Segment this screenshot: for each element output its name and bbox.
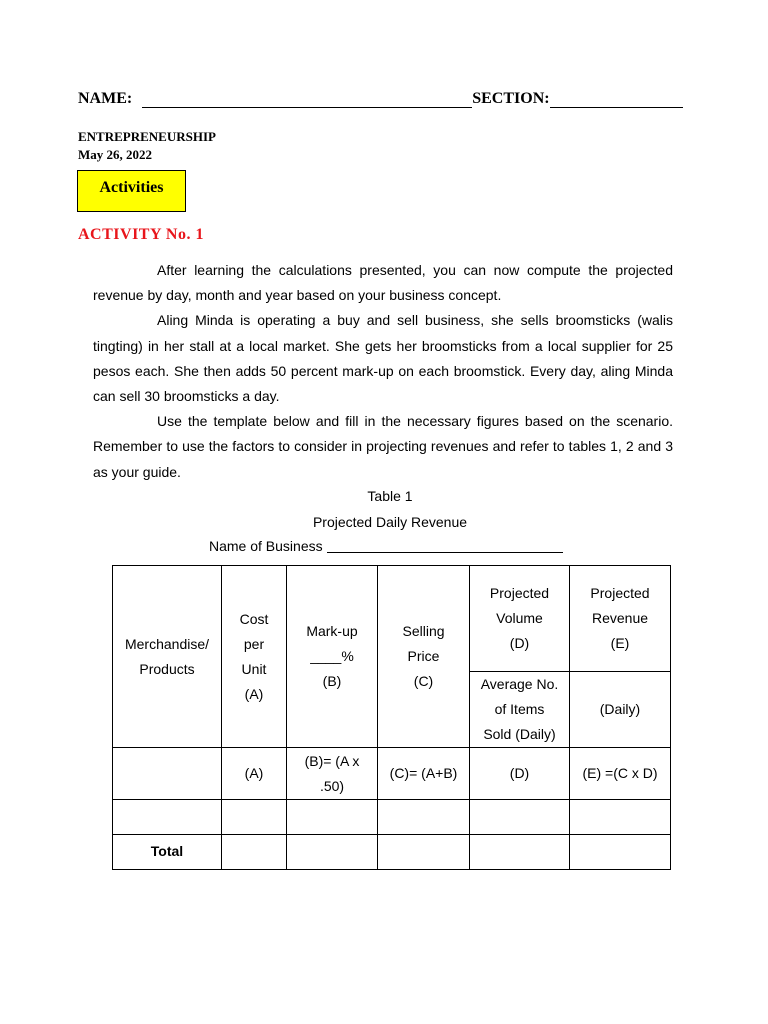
total-cell[interactable] bbox=[287, 835, 378, 870]
total-cell[interactable] bbox=[570, 835, 671, 870]
entry-cell[interactable] bbox=[570, 800, 671, 835]
entry-cell[interactable] bbox=[113, 800, 222, 835]
formula-cell: (E) =(C x D) bbox=[570, 748, 671, 800]
table-caption: Table 1 bbox=[367, 488, 413, 504]
header-revenue-daily: (Daily) bbox=[570, 672, 671, 748]
subject-block bbox=[78, 128, 216, 164]
header-volume-avg: Average No. of Items Sold (Daily) bbox=[470, 672, 570, 748]
section-label: SECTION: bbox=[472, 90, 550, 107]
total-row bbox=[113, 835, 671, 870]
entry-cell[interactable] bbox=[378, 800, 470, 835]
paragraph-3: Use the template below and fill in the necessary figures based on the scenario. Remember to use the factors to consider in projecting revenues and refer to tables 1, 2 and 3 as your guide. bbox=[93, 413, 673, 480]
formula-row bbox=[113, 748, 671, 800]
formula-cell: (C)= (A+B) bbox=[378, 748, 470, 800]
revenue-table bbox=[112, 565, 671, 870]
total-cell[interactable] bbox=[222, 835, 287, 870]
entry-cell[interactable] bbox=[287, 800, 378, 835]
header-volume: Projected Volume (D) bbox=[470, 566, 570, 672]
subject-title: ENTREPRENEURSHIP bbox=[78, 129, 216, 144]
formula-cell: (D) bbox=[470, 748, 570, 800]
entry-row bbox=[113, 800, 671, 835]
section-field[interactable] bbox=[550, 93, 683, 108]
header-revenue: Projected Revenue (E) bbox=[570, 566, 671, 672]
paragraph-2: Aling Minda is operating a buy and sell business, she sells broomsticks (walis tingting) in her stall at a local market. She gets her broomsticks from a local supplier for 25 pesos each. She then adds 50 percent mark-up on each broomstick. Every day, aling Minda can sell 30 broomsticks a day. bbox=[93, 312, 673, 405]
formula-cell: (B)= (A x .50) bbox=[287, 748, 378, 800]
instructions bbox=[93, 258, 673, 485]
activities-badge: Activities bbox=[77, 170, 186, 212]
total-label: Total bbox=[113, 835, 222, 870]
name-section-line bbox=[78, 90, 683, 108]
name-label: NAME: bbox=[78, 90, 133, 107]
total-cell[interactable] bbox=[378, 835, 470, 870]
name-field[interactable] bbox=[142, 93, 472, 108]
header-markup: Mark-up ____% (B) bbox=[287, 566, 378, 748]
date: May 26, 2022 bbox=[78, 147, 153, 162]
paragraph-1: After learning the calculations presented, you can now compute the projected revenue by day, month and year based on your business concept. bbox=[93, 262, 673, 304]
total-cell[interactable] bbox=[470, 835, 570, 870]
business-name-label: Name of Business bbox=[209, 538, 323, 554]
business-name-line bbox=[209, 538, 563, 554]
activity-title: ACTIVITY No. 1 bbox=[78, 226, 204, 243]
entry-cell[interactable] bbox=[470, 800, 570, 835]
formula-cell bbox=[113, 748, 222, 800]
header-merchandise: Merchandise/ Products bbox=[113, 566, 222, 748]
header-cost: Cost per Unit (A) bbox=[222, 566, 287, 748]
formula-cell: (A) bbox=[222, 748, 287, 800]
business-name-field[interactable] bbox=[327, 538, 563, 553]
entry-cell[interactable] bbox=[222, 800, 287, 835]
table-subtitle: Projected Daily Revenue bbox=[312, 514, 468, 530]
header-selling-price: Selling Price (C) bbox=[378, 566, 470, 748]
